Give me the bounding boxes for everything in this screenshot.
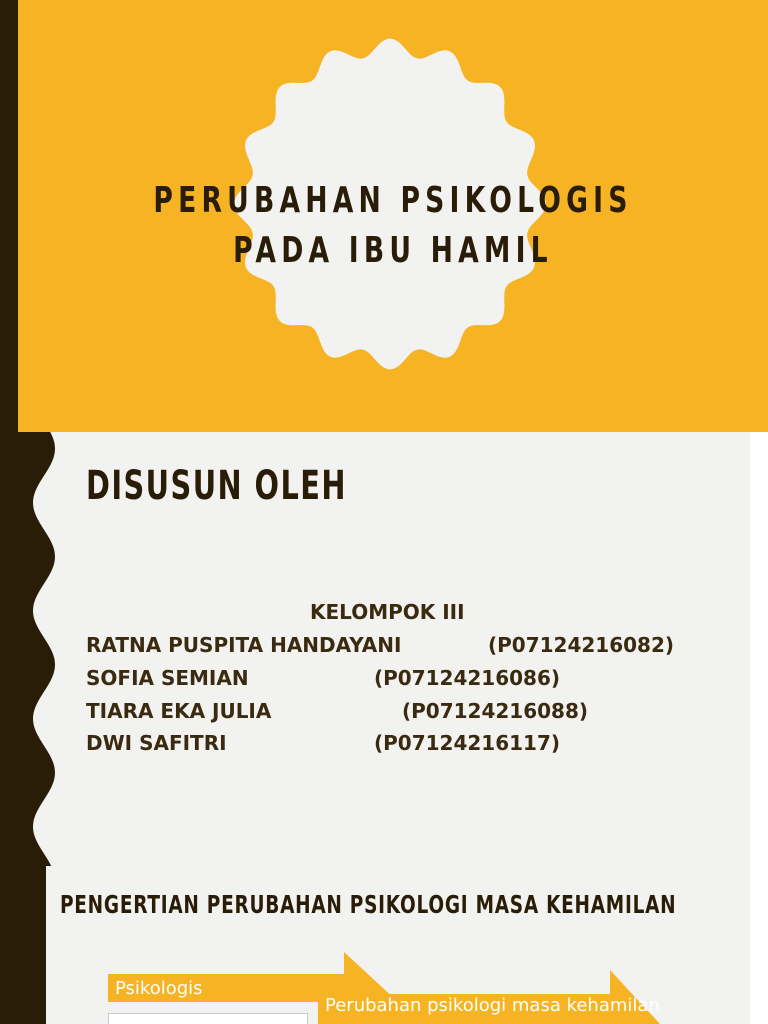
definition-slide [0, 866, 768, 1024]
left-accent-bar [0, 866, 46, 1024]
slide-heading: DISUSUN OLEH [86, 463, 347, 509]
member-name: DWI SAFITRI [86, 731, 227, 755]
arrow-1-label: Psikologis [115, 978, 203, 999]
arrow-2-label: Perubahan psikologi masa kehamilan [325, 995, 660, 1016]
authors-slide [0, 432, 768, 866]
member-row [86, 665, 561, 691]
slide-title [116, 176, 671, 276]
member-row [86, 698, 589, 724]
member-row [86, 730, 561, 756]
right-edge-strip [750, 432, 768, 866]
member-nim: (P07124216082) [488, 633, 675, 657]
member-nim: (P07124216086) [374, 666, 561, 690]
title-slide [0, 0, 768, 432]
text-box [108, 1013, 308, 1024]
member-nim: (P07124216088) [402, 699, 589, 723]
group-name: KELOMPOK III [310, 600, 465, 624]
title-line-1: PERUBAHAN PSIKOLOGIS [153, 180, 633, 221]
member-nim: (P07124216117) [374, 731, 561, 755]
right-edge-strip [750, 866, 768, 1024]
wavy-left-border [0, 432, 60, 866]
title-line-2: PADA IBU HAMIL [233, 230, 553, 271]
left-accent-bar [0, 0, 18, 432]
member-name: TIARA EKA JULIA [86, 699, 272, 723]
member-name: RATNA PUSPITA HANDAYANI [86, 633, 402, 657]
slide-heading: PENGERTIAN PERUBAHAN PSIKOLOGI MASA KEHAMILAN [60, 890, 677, 919]
member-name: SOFIA SEMIAN [86, 666, 249, 690]
member-row [86, 632, 675, 658]
